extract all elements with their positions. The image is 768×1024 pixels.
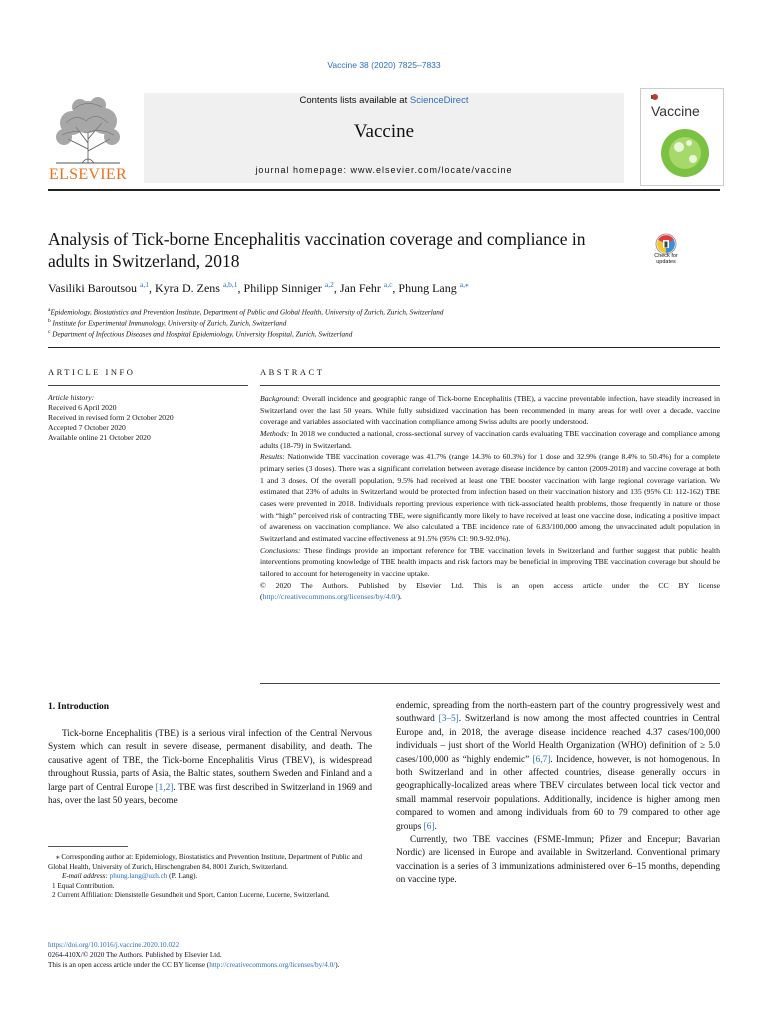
conclusions-text: These findings provide an important reference for TBE vaccination levels in Switzerland and further suggest that public health interventions promoting knowledge of TBE health impacts and risk factors may be beneficial in improving TBE vaccination coverage but should be tailored to account for heterogeneity in vaccine uptake.: [260, 545, 720, 578]
oa-license-link[interactable]: http://creativecommons.org/licenses/by/4.0/: [209, 961, 336, 969]
oa-end: ).: [335, 961, 340, 969]
intro-paragraph: Currently, two TBE vaccines (FSME-Immun; Pfizer and Encepur; Bavarian Nordic) are licensed in Europe and available in Switzerland. Conventional primary vaccination is a series of 3 immunizations administered over 6–15 months, depending on vaccine type.: [396, 835, 720, 886]
journal-header-box: [144, 93, 624, 183]
author-name[interactable]: Vasiliki Baroutsou: [48, 281, 137, 295]
article-info-heading: ARTICLE INFO: [48, 367, 136, 377]
background-text: Overall incidence and geographic range of Tick-borne Encephalitis (TBE), a vaccine preventable infection, have steadily increased in Switzerland over the last 50 years. While fully subsidized vaccination has been recommended in many areas for well over a decade, vaccine coverage and variables associated with vaccination compliance among Swiss adults are poorly understood.: [260, 394, 720, 427]
citation-link[interactable]: [6,7]: [532, 754, 551, 765]
affiliation-text: Institute for Experimental Immunology, University of Zurich, Zurich, Switzerland: [52, 319, 287, 328]
paragraph-text: .: [434, 821, 437, 832]
results-text: Nationwide TBE vaccination coverage was 41.7% (range 14.3% to 60.3%) for 1 dose and 32.9% (range 8.4% to 50.4%) for a complete primary series (3 doses). There was a significant correlation between average disease incidence by canton (2009-2018) and vaccine coverage at both 1 and 3 doses. Of the overall population, 9.5% had received at least one TBE booster vaccination with large regional coverage variation. We estimated that 23% of adults in Switzerland would be protected from infection based on their vaccination history and 135 (95% CI: 112-162) TBE cases were prevented in 2018. Individuals reporting previous experience with tick-associated health problems, those frequently in nature or those with “high” perceived risk of contracting TBE, were significantly more likely to have received at least one vaccine dose, indicating a positive impact of awareness on vaccination compliance. We also calculated a TBE incidence rate of 6.83/100,000 among the unvaccinated adult population in Switzerland and estimated vaccine effectiveness at 91.5% (95% CI: 90.9-92.0%).: [260, 452, 720, 543]
contents-prefix: Contents lists available at: [299, 95, 410, 106]
article-history: [48, 393, 248, 443]
email-link[interactable]: phung.lang@uzh.ch: [109, 872, 168, 881]
citation-link[interactable]: [6]: [423, 821, 435, 832]
section-heading-introduction: 1. Introduction: [48, 702, 110, 712]
license-end: ).: [397, 592, 402, 602]
author-name[interactable]: Kyra D. Zens: [154, 281, 220, 295]
affiliation-marker: a: [48, 307, 51, 313]
license-text: © 2020 The Authors. Published by Elsevier Ltd. This is an open access article under the CC BY license (: [260, 580, 720, 602]
conclusions-label: Conclusions:: [260, 545, 301, 555]
footnotes: [48, 853, 372, 901]
email-line: [48, 872, 372, 882]
paragraph-text: . Switzerland is now among the most affected countries in Central Europe and, in 2018, the average disease incidence reached 4.37 cases/100,000 individuals – just short of the World Health Organization (WHO) definition of ≥ 5.0 cases/100,000 as “highly endemic”: [396, 714, 720, 765]
affiliation-marker: c: [48, 329, 51, 335]
citation-link[interactable]: [1,2]: [155, 782, 174, 793]
paragraph-text: . Incidence, however, is not homogenous. In both Switzerland and in other affected countries, disease generally occurs in geographically-localized areas where TBEV circulates between local tick vector and small mammal reservoir populations. Additionally, incidence is higher among men compared to women and among individuals from 60 to 79 compared to other age groups: [396, 754, 720, 832]
affiliation-text: Department of Infectious Diseases and Hospital Epidemiology, University Hospital, Zurich, Switzerland: [52, 330, 353, 339]
affiliation-marker: b: [48, 318, 51, 324]
affiliations-divider: [48, 347, 720, 348]
history-item: Available online 21 October 2020: [48, 433, 151, 442]
issn-line: 0264-410X/© 2020 The Authors. Published by Elsevier Ltd.: [48, 951, 222, 959]
affiliation-a: [48, 307, 728, 316]
doi-link[interactable]: https://doi.org/10.1016/j.vaccine.2020.10.022: [48, 941, 180, 949]
author-name[interactable]: Jan Fehr: [339, 281, 381, 295]
sciencedirect-link[interactable]: ScienceDirect: [409, 95, 469, 106]
footnote-rule: [48, 846, 128, 847]
header-divider: [48, 189, 720, 191]
history-item: Received 6 April 2020: [48, 403, 117, 412]
abstract-heading: ABSTRACT: [260, 367, 325, 377]
affiliation-c: [48, 329, 728, 338]
paragraph-text: endemic, spreading from the north-eastern part of the country progressively west and southward: [396, 701, 720, 725]
abstract-bottom-rule: [260, 683, 720, 684]
footnote-1: 1 Equal Contribution.: [52, 881, 115, 890]
journal-homepage[interactable]: journal homepage: www.elsevier.com/locate/vaccine: [255, 165, 513, 175]
background-label: Background:: [260, 394, 300, 403]
author-affiliation-marker[interactable]: a,c: [383, 280, 393, 289]
contents-available: [144, 95, 624, 106]
footnote-2: 2 Current Affiliation: Dienststelle Gesundheit und Sport, Canton Lucerne, Lucerne, Switzerland.: [52, 891, 330, 900]
cover-title: Vaccine: [651, 103, 700, 119]
citation-link[interactable]: [3–5]: [438, 714, 459, 725]
abstract-rule: [260, 385, 720, 386]
author-affiliation-marker[interactable]: a,1: [140, 280, 149, 289]
history-item: Received in revised form 2 October 2020: [48, 413, 174, 422]
elsevier-wordmark: ELSEVIER: [49, 166, 127, 183]
intro-paragraph: [396, 700, 720, 834]
author-name[interactable]: Phung Lang: [398, 281, 457, 295]
intro-paragraph: [48, 728, 372, 808]
author-name[interactable]: Philipp Sinniger: [243, 281, 322, 295]
bottom-publication-info: [48, 940, 720, 970]
intro-left-column: [48, 728, 372, 808]
history-item: Accepted 7 October 2020: [48, 423, 126, 432]
email-label: E-mail address:: [62, 872, 110, 881]
article-info-rule: [48, 385, 248, 386]
author-list: Vasiliki Baroutsou $^{a,1}$, Kyra D. Zens $^{a,b,1}$, Philipp Sinniger $^{a,2}$, Jan Fehr $^{a,c}$, Phung Lang $^{a,⁎}$: [48, 280, 469, 295]
open-access-line: [48, 960, 720, 970]
journal-reference-link[interactable]: Vaccine 38 (2020) 7825–7833: [327, 60, 441, 70]
paragraph-text: . TBE was first described in Switzerland in 1969 and has, over the last 50 years, become: [48, 782, 372, 807]
affiliation-b: [48, 318, 728, 327]
abstract-body: [260, 393, 720, 603]
author-affiliation-marker[interactable]: a,2: [324, 280, 334, 289]
methods-label: Methods:: [260, 428, 290, 438]
paragraph-text: Tick-borne Encephalitis (TBE) is a serious viral infection of the Central Nervous System which can result in severe disease, permanent disability, and death. The causative agent of TBE, the Tick-borne Encephalitis Virus (TBEV), is widespread throughout Russia, parts of Asia, the Baltic states, southern Sweden and Finland and a large part of Central Europe: [48, 729, 372, 793]
author-affiliation-marker[interactable]: a,b,1: [222, 280, 238, 289]
corresponding-author-note: ⁎ Corresponding author at: Epidemiology, Biostatistics and Prevention Institute, Department of Public and Global Health, University of Zurich, Hirschengraben 84, 8001 Zurich, Switzerland.: [48, 853, 363, 871]
author-affiliation-marker[interactable]: a,⁎: [459, 280, 469, 289]
license-link[interactable]: http://creativecommons.org/licenses/by/4.0/: [262, 592, 398, 602]
journal-cover-image: [640, 88, 724, 186]
methods-text: In 2018 we conducted a national, cross-sectional survey of vaccination cards evaluating TBE vaccination coverage and compliance among adults (18-79) in Switzerland.: [260, 428, 720, 450]
results-label: Results:: [260, 452, 285, 462]
oa-text: This is an open access article under the CC BY license (: [48, 961, 210, 969]
history-label: Article history:: [48, 393, 95, 402]
crossmark-label: Check for updates: [654, 253, 678, 265]
article-title: Analysis of Tick-borne Encephalitis vaccination coverage and compliance in adults in Switzerland, 2018: [48, 229, 586, 271]
journal-title: Vaccine: [353, 121, 415, 142]
intro-right-column: [396, 700, 720, 888]
email-suffix: (P. Lang).: [167, 872, 198, 881]
affiliation-text: Epidemiology, Biostatistics and Prevention Institute, Department of Public and Global Health, University of Zurich, Zurich, Switzerland: [50, 308, 444, 317]
